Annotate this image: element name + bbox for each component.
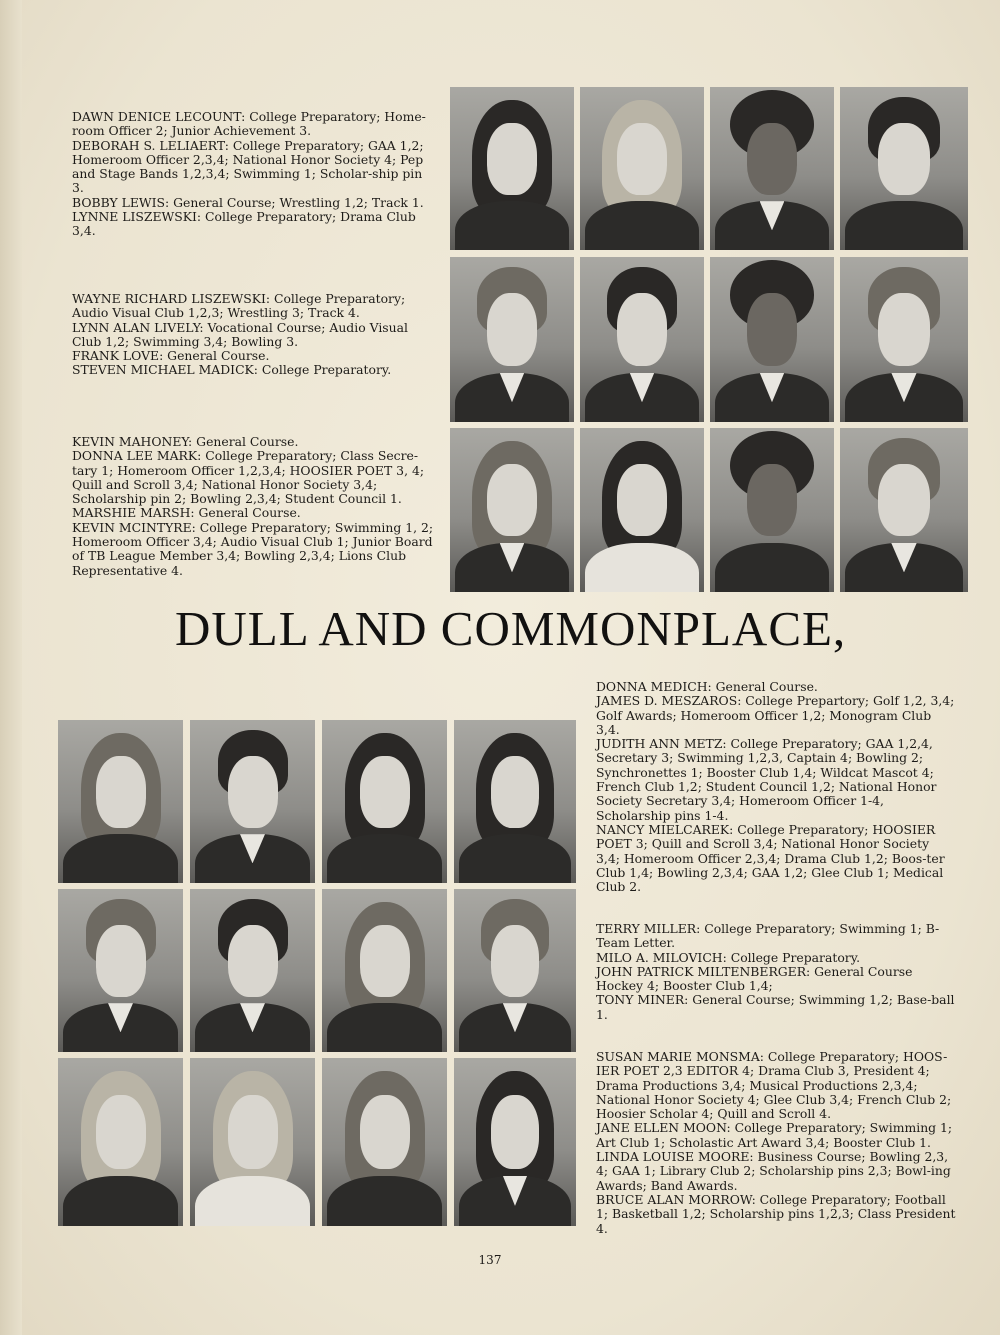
portrait-photo	[322, 1058, 447, 1226]
portrait-grid-bottom	[58, 720, 576, 1240]
bio-entry: MILO A. MILOVICH: College Preparatory.	[596, 949, 861, 965]
page-headline: DULL AND COMMONPLACE,	[175, 601, 847, 656]
bio-entry: KEVIN MCINTYRE: College Preparatory; Swimming 1, 2; Homeroom Officer 3,4; Audio Visual Club 1; Junior Board of TB League Member 3,4; Bowling 2,3,4; Lions Club Representative 4.	[72, 519, 434, 578]
bio-block-6	[596, 1050, 956, 1236]
bio-entry: MARSHIE MARSH: General Course.	[72, 505, 301, 521]
bio-block-2	[72, 292, 434, 378]
portrait-grid-top	[450, 87, 970, 592]
bio-entry: DAWN DENICE LECOUNT: College Preparatory; Home-room Officer 2; Junior Achievement 3.	[72, 109, 426, 139]
portrait-photo	[710, 257, 834, 422]
portrait-photo	[454, 1058, 576, 1226]
portrait-photo	[190, 889, 315, 1052]
portrait-photo	[454, 889, 576, 1052]
portrait-photo	[710, 87, 834, 250]
portrait-photo	[322, 720, 447, 883]
bio-entry: WAYNE RICHARD LISZEWSKI: College Preparatory; Audio Visual Club 1,2,3; Wrestling 3; Track 4.	[72, 291, 406, 321]
bio-entry: JAMES D. MESZAROS: College Prepartory; Golf 1,2, 3,4; Golf Awards; Homeroom Officer 1,2; Monogram Club 3,4.	[596, 693, 955, 737]
bio-block-1	[72, 110, 434, 239]
portrait-photo	[710, 428, 834, 592]
bio-entry: DONNA LEE MARK: College Preparatory; Class Secre-tary 1; Homeroom Officer 1,2,3,4; HOOSIER POET 3, 4; Quill and Scroll 3,4; National Honor Society 3,4; Scholarship pin 2; Bowling 2,3,4; Student Council 1.	[72, 448, 425, 507]
bio-entry: NANCY MIELCAREK: College Preparatory; HOOSIER POET 3; Quill and Scroll 3,4; National Honor Society 3,4; Homeroom Officer 2,3,4; Drama Club 1,2; Boos-ter Club 1,4; Bowling 2,3,4; GAA 1,2; Glee Club 1; Medical Club 2.	[596, 821, 945, 895]
portrait-photo	[580, 428, 704, 592]
portrait-photo	[840, 87, 968, 250]
portrait-photo	[58, 1058, 183, 1226]
bio-entry: TONY MINER: General Course; Swimming 1,2; Base-ball 1.	[596, 992, 955, 1022]
bio-entry: FRANK LOVE: General Course.	[72, 348, 270, 364]
bio-entry: JUDITH ANN METZ: College Preparatory; GAA 1,2,4, Secretary 3; Swimming 1,2,3, Captain 4; Bowling 2; Synchronettes 1; Booster Club 1,4; Wildcat Mascot 4; French Club 1,2; Student Council 1,2; National Honor Society Secretary 3,4; Homeroom Officer 1-4, Scholarship pins 1-4.	[596, 736, 937, 823]
bio-entry: JOHN PATRICK MILTENBERGER: General Course Hockey 4; Booster Club 1,4;	[596, 963, 913, 994]
bio-entry: STEVEN MICHAEL MADICK: College Preparatory.	[72, 362, 392, 378]
bio-block-5	[596, 922, 956, 1022]
portrait-photo	[840, 428, 968, 592]
bio-entry: LYNNE LISZEWSKI: College Preparatory; Drama Club 3,4.	[72, 209, 416, 239]
portrait-photo	[322, 889, 447, 1052]
portrait-photo	[190, 720, 315, 883]
portrait-photo	[58, 720, 183, 883]
portrait-photo	[580, 87, 704, 250]
portrait-photo	[454, 720, 576, 883]
bio-entry: JANE ELLEN MOON: College Preparatory; Swimming 1; Art Club 1; Scholastic Art Award 3,4; Booster Club 1.	[596, 1120, 953, 1150]
bio-block-4	[596, 680, 956, 894]
bio-entry: LINDA LOUISE MOORE: Business Course; Bowling 2,3, 4; GAA 1; Library Club 2; Scholarship pins 2,3; Bowl-ing Awards; Band Awards.	[596, 1149, 951, 1193]
bio-entry: SUSAN MARIE MONSMA: College Preparatory; HOOS-IER POET 2,3 EDITOR 4; Drama Club 3, President 4; Drama Productions 3,4; Musical Productions 2,3,4; National Honor Society 4; Glee Club 3,4; French Club 2; Hoosier Scholar 4; Quill and Scroll 4.	[596, 1049, 952, 1122]
portrait-photo	[450, 428, 574, 592]
portrait-photo	[450, 257, 574, 422]
bio-entry: TERRY MILLER: College Preparatory; Swimming 1; B-Team Letter.	[596, 921, 940, 951]
portrait-photo	[58, 889, 183, 1052]
page-binding-edge	[0, 0, 22, 1335]
page-number: 137	[478, 1253, 502, 1267]
bio-entry: KEVIN MAHONEY: General Course.	[72, 434, 299, 449]
bio-entry: DEBORAH S. LELIAERT: College Preparatory; GAA 1,2; Homeroom Officer 2,3,4; National Honor Society 4; Pep and Stage Bands 1,2,3,4; Swimming 1; Scholar-ship pin 3.	[72, 137, 424, 196]
bio-entry: BRUCE ALAN MORROW: College Preparatory; Football 1; Basketball 1,2; Scholarship pins 1,2,3; Class President 4.	[596, 1191, 956, 1236]
bio-entry: LYNN ALAN LIVELY: Vocational Course; Audio Visual Club 1,2; Swimming 3,4; Bowling 3.	[72, 319, 408, 349]
bio-entry: DONNA MEDICH: General Course.	[596, 679, 818, 694]
portrait-photo	[840, 257, 968, 422]
portrait-photo	[190, 1058, 315, 1226]
portrait-photo	[450, 87, 574, 250]
bio-entry: BOBBY LEWIS: General Course; Wrestling 1,2; Track 1.	[72, 194, 424, 210]
portrait-photo	[580, 257, 704, 422]
bio-block-3	[72, 435, 434, 578]
